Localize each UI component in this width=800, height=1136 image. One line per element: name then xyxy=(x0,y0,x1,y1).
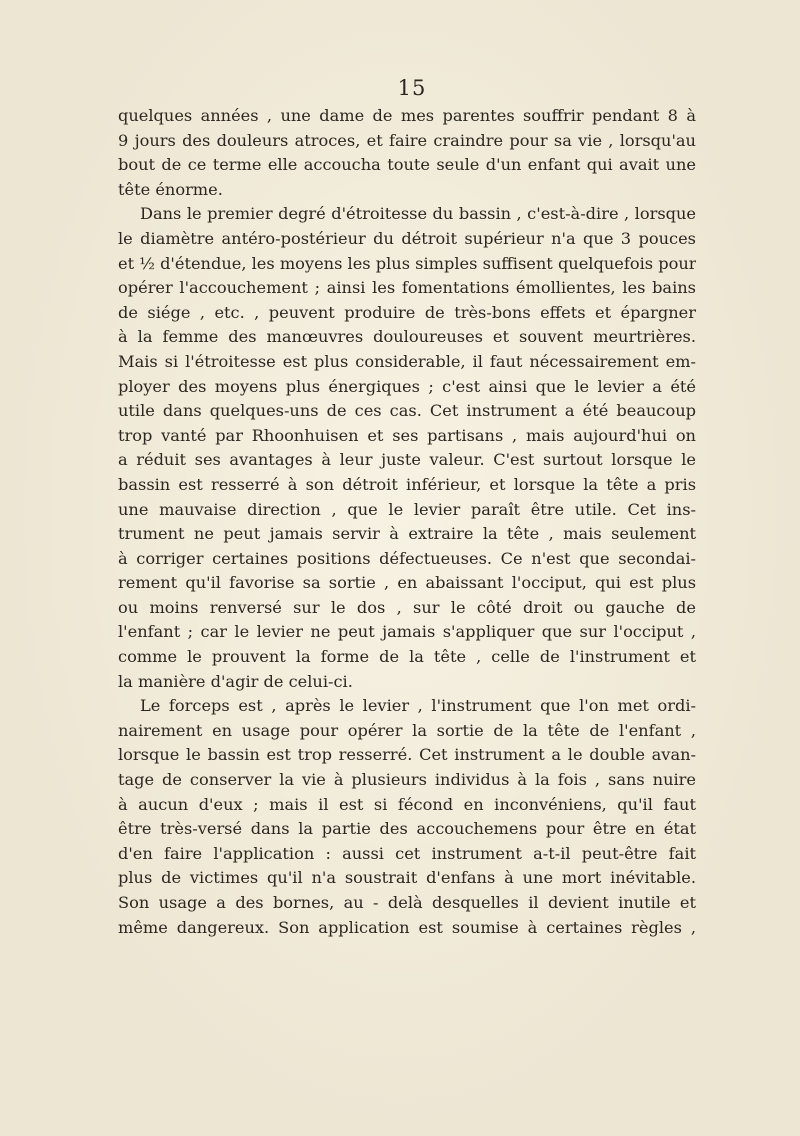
text-line: à corriger certaines positions défectueuses. Ce n'est que secondai- xyxy=(118,548,696,568)
text-line: rement qu'il favorise sa sortie , en abaissant l'occiput, qui est plus xyxy=(118,573,696,593)
paragraph-3 xyxy=(118,694,696,940)
text-line: trument ne peut jamais servir à extraire la tête , mais seulement xyxy=(118,524,696,544)
text-line: utile dans quelques-uns de ces cas. Cet instrument a été beaucoup xyxy=(118,401,696,421)
text-line: l'enfant ; car le levier ne peut jamais s'appliquer que sur l'occiput , xyxy=(118,622,696,642)
text-line: tête énorme. xyxy=(118,179,223,199)
text-line: de siége , etc. , peuvent produire de très-bons effets et épargner xyxy=(118,302,696,322)
text-line: Le forceps est , après le levier , l'instrument que l'on met ordi- xyxy=(140,696,696,716)
page-number: 15 xyxy=(397,76,427,100)
text-line: Mais si l'étroitesse est plus considerable, il faut nécessairement em- xyxy=(118,351,696,371)
text-line: bout de ce terme elle accoucha toute seule d'un enfant qui avait une xyxy=(118,155,696,175)
text-line: ou moins renversé sur le dos , sur le côté droit ou gauche de xyxy=(118,597,696,617)
text-line: plus de victimes qu'il n'a soustrait d'enfans à une mort inévitable. xyxy=(118,868,696,888)
paragraph-1 xyxy=(118,104,696,202)
text-line: à la femme des manœuvres douloureuses et souvent meurtrières. xyxy=(118,327,696,347)
text-line: Son usage a des bornes, au - delà desquelles il devient inutile et xyxy=(118,893,696,912)
text-line: à aucun d'eux ; mais il est si fécond en inconvéniens, qu'il faut xyxy=(118,794,696,814)
text-line: être très-versé dans la partie des accouchemens pour être en état xyxy=(118,819,696,839)
text-line: le diamètre antéro-postérieur du détroit supérieur n'a que 3 pouces xyxy=(118,228,696,248)
text-line: trop vanté par Rhoonhuisen et ses partisans , mais aujourd'hui on xyxy=(118,425,696,445)
body-text xyxy=(118,104,696,940)
text-line: tage de conserver la vie à plusieurs individus à la fois , sans nuire xyxy=(118,770,696,790)
text-line: et ½ d'étendue, les moyens les plus simples suffisent quelquefois pour xyxy=(118,253,696,273)
text-line: Dans le premier degré d'étroitesse du bassin , c'est-à-dire , lorsque xyxy=(140,204,696,224)
text-line: d'en faire l'application : aussi cet instrument a-t-il peut-être fait xyxy=(118,843,696,863)
text-line: la manière d'agir de celui-ci. xyxy=(118,671,353,691)
text-line: quelques années , une dame de mes parentes souffrir pendant 8 à xyxy=(118,106,696,125)
text-line: nairement en usage pour opérer la sortie de la tête de l'enfant , xyxy=(118,720,696,740)
text-line: même dangereux. Son application est soumise à certaines règles , xyxy=(118,917,696,937)
text-line: a réduit ses avantages à leur juste valeur. C'est surtout lorsque le xyxy=(118,450,696,470)
text-line: comme le prouvent la forme de la tête , celle de l'instrument et xyxy=(118,647,696,667)
text-line: ployer des moyens plus énergiques ; c'est ainsi que le levier a été xyxy=(118,376,696,396)
text-line: 9 jours des douleurs atroces, et faire craindre pour sa vie , lorsqu'au xyxy=(118,130,696,150)
text-line: bassin est resserré à son détroit inférieur, et lorsque la tête a pris xyxy=(118,474,696,494)
text-line: une mauvaise direction , que le levier paraît être utile. Cet ins- xyxy=(118,499,696,519)
text-line: lorsque le bassin est trop resserré. Cet instrument a le double avan- xyxy=(118,745,696,765)
paragraph-2 xyxy=(118,202,696,694)
text-line: opérer l'accouchement ; ainsi les fomentations émollientes, les bains xyxy=(118,278,696,298)
